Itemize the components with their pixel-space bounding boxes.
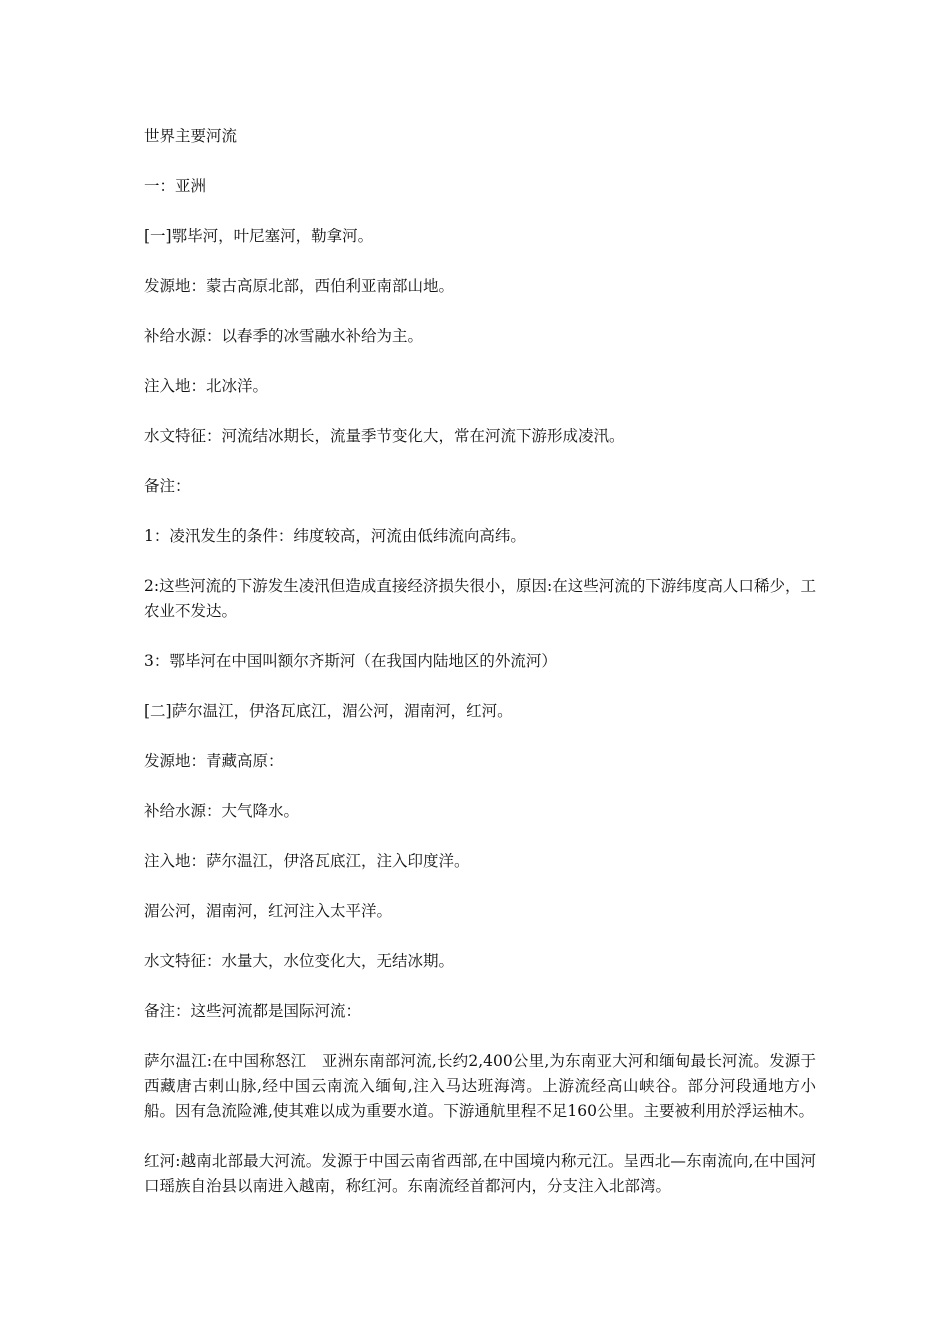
section-heading-asia: 一：亚洲 (144, 177, 207, 195)
document-title: 世界主要河流 (144, 127, 238, 145)
paragraph-outlet-2: 注入地：萨尔温江，伊洛瓦底江，注入印度洋。 (144, 852, 470, 870)
paragraph-note-2: 2:这些河流的下游发生凌汛但造成直接经济损失很小，原因:在这些河流的下游纬度高人口稀少，工农业不发达。 (144, 577, 816, 620)
paragraph-note-1: 1：凌汛发生的条件：纬度较高，河流由低纬流向高纬。 (144, 527, 526, 545)
paragraph-note-3: 3：鄂毕河在中国叫额尔齐斯河（在我国内陆地区的外流河） (144, 652, 557, 670)
subsection-heading-2: [二]萨尔温江，伊洛瓦底江，湄公河，湄南河，红河。 (144, 702, 513, 720)
subsection-heading-1: [一]鄂毕河，叶尼塞河，勒拿河。 (144, 227, 374, 245)
document-body (144, 124, 816, 1224)
paragraph-notes-heading: 备注： (144, 477, 191, 495)
paragraph-outlet: 注入地：北冰洋。 (144, 377, 269, 395)
paragraph-source-2: 发源地：青藏高原： (144, 752, 284, 770)
paragraph-notes-2: 备注：这些河流都是国际河流： (144, 1002, 362, 1020)
paragraph-water-supply-2: 补给水源：大气降水。 (144, 802, 300, 820)
paragraph-hydrology-2: 水文特征：水量大，水位变化大，无结冰期。 (144, 952, 455, 970)
paragraph-source: 发源地：蒙古高原北部，西伯利亚南部山地。 (144, 277, 455, 295)
paragraph-water-supply: 补给水源：以春季的冰雪融水补给为主。 (144, 327, 424, 345)
paragraph-red-river: 红河:越南北部最大河流。发源于中国云南省西部,在中国境内称元江。呈西北—东南流向,在中国河口瑶族自治县以南进入越南，称红河。东南流经首都河内，分支注入北部湾。 (144, 1152, 816, 1195)
paragraph-outlet-2b: 湄公河，湄南河，红河注入太平洋。 (144, 902, 393, 920)
paragraph-hydrology: 水文特征：河流结冰期长，流量季节变化大，常在河流下游形成凌汛。 (144, 427, 625, 445)
paragraph-salween: 萨尔温江:在中国称怒江 亚洲东南部河流,长约2,400公里,为东南亚大河和缅甸最长河流。发源于西藏唐古剌山脉,经中国云南流入缅甸,注入马达班海湾。上游流经高山峡谷。部分河段通地方小船。因有急流险滩,使其难以成为重要水道。下游通航里程不足160公里。主要被利用於浮运柚木。 (144, 1052, 816, 1120)
